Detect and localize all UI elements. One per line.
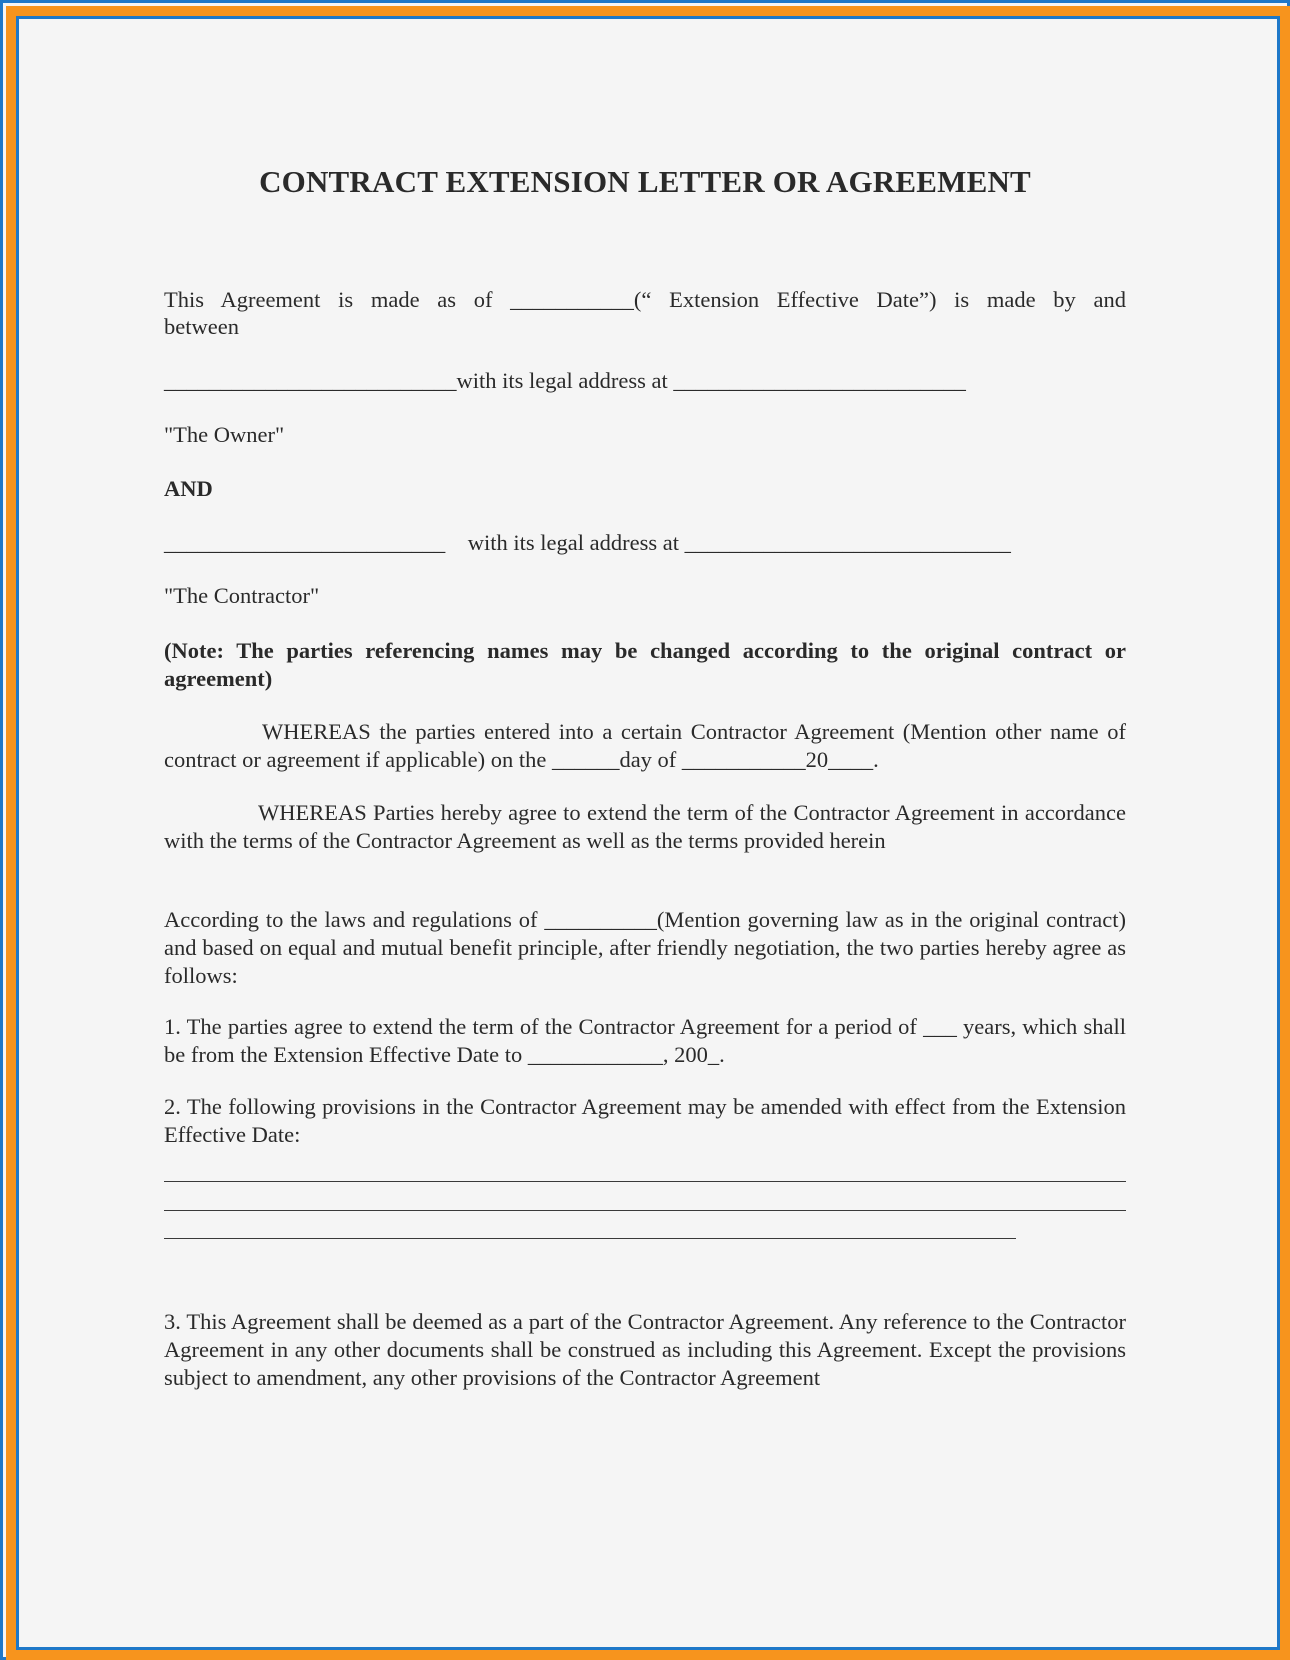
blank-line-1 (164, 1181, 1126, 1182)
blank-line-2 (164, 1210, 1126, 1211)
whereas-paragraph-1: WHEREAS the parties entered into a certain Contractor Agreement (Mention other name of contract or agreement if applicable) on the ______day of ___________20____. (164, 719, 1126, 772)
clause-2: 2. The following provisions in the Contractor Agreement may be amended with effect from the Extension Effective Date: (164, 1094, 1126, 1147)
document-title: CONTRACT EXTENSION LETTER OR AGREEMENT (259, 164, 1031, 199)
clause-3: 3. This Agreement shall be deemed as a part of the Contractor Agreement. Any reference to the Contractor Agreement in any other documents shall be construed as including this Agreement. Except the provisions subject to amendment, any other provisions of the Contractor Agreement (164, 1309, 1126, 1390)
owner-label: "The Owner" (164, 422, 285, 447)
party-one-line: __________________________with its legal address at __________________________ (164, 368, 966, 393)
contractor-label: "The Contractor" (164, 583, 320, 608)
intro-line-1: This Agreement is made as of ___________(“ Extension Effective Date”) is made by and (164, 287, 1126, 312)
and-label: AND (164, 476, 213, 501)
whereas-paragraph-2: WHEREAS Parties hereby agree to extend the term of the Contractor Agreement in accordance with the terms of the Contractor Agreement as well as the terms provided herein (164, 800, 1126, 853)
party-two-line: _________________________ with its legal address at _____________________________ (164, 530, 1011, 555)
note-paragraph: (Note: The parties referencing names may be changed according to the original contract or agreement) (164, 638, 1126, 691)
blank-line-3 (164, 1238, 1016, 1239)
according-paragraph: According to the laws and regulations of __________(Mention governing law as in the original contract) and based on equal and mutual benefit principle, after friendly negotiation, the two parties hereby agree as follows: (164, 907, 1126, 988)
clause-1: 1. The parties agree to extend the term of the Contractor Agreement for a period of ___ years, which shall be from the Extension Effective Date to ____________, 200_. (164, 1014, 1126, 1067)
intro-line-2: between (164, 314, 239, 339)
